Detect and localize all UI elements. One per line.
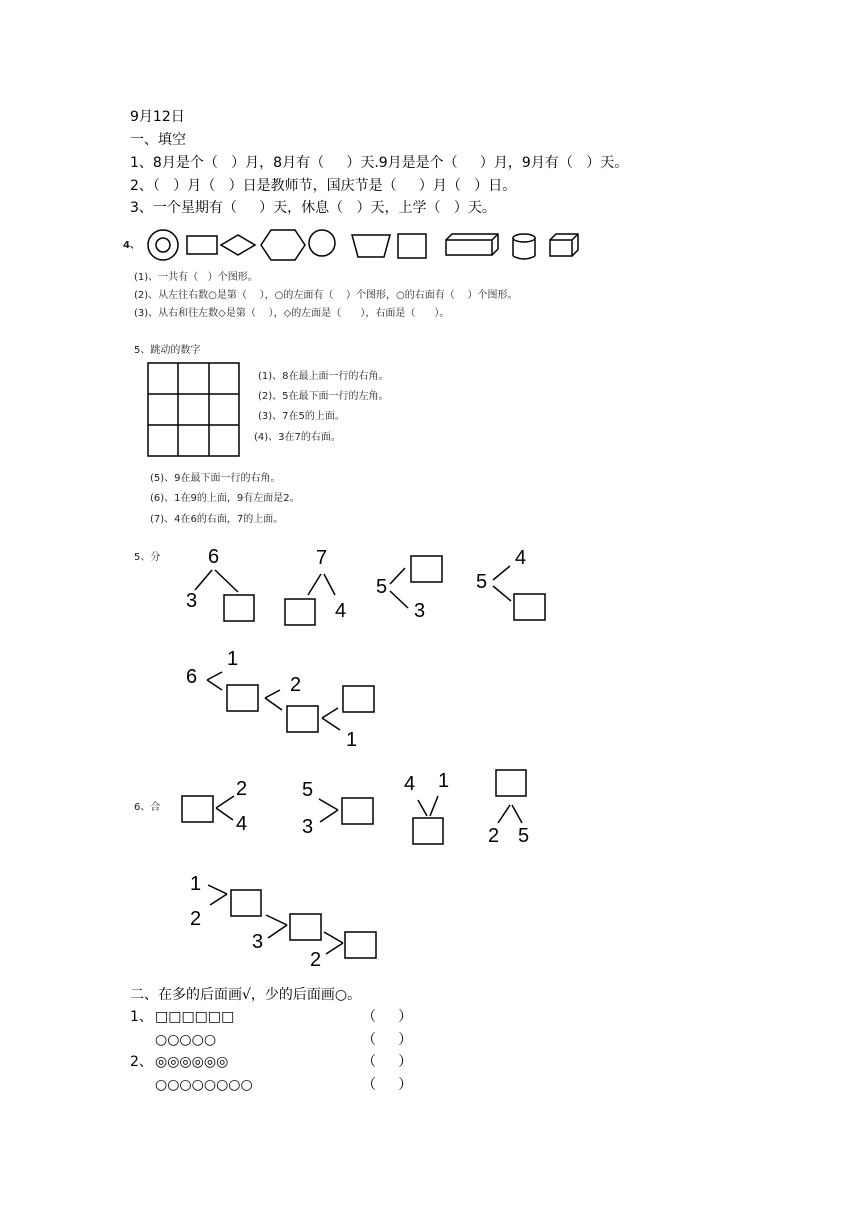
join-number: 2 xyxy=(236,778,248,800)
split-number: 6 xyxy=(208,546,220,568)
trapezoid-shape xyxy=(352,235,390,257)
section1-heading: 一、填空 xyxy=(130,132,186,148)
answer-box xyxy=(343,686,374,712)
answer-box xyxy=(411,556,442,582)
grid-clue: (6)、1在9的上面，9有左面是2。 xyxy=(150,493,300,504)
cuboid-shape xyxy=(446,234,498,255)
square-shape xyxy=(398,234,426,258)
answer-box xyxy=(224,595,254,621)
join-number: 4 xyxy=(236,813,248,835)
question-4-sub2: (2)、从左往右数○是第（ ），○的左面有（ ）个图形，○的右面有（ ）个图形。 xyxy=(134,290,518,301)
answer-box xyxy=(342,798,373,824)
grid-clue: (4)、3在7的右面。 xyxy=(254,432,341,443)
compare-row-symbols: ◎◎◎◎◎◎ xyxy=(155,1054,229,1070)
join-number: 2 xyxy=(488,825,500,847)
answer-box xyxy=(345,932,376,958)
split-number: 4 xyxy=(335,600,347,622)
answer-box xyxy=(514,594,545,620)
number-grid xyxy=(148,363,239,456)
split-number: 7 xyxy=(316,547,328,569)
question-4-sub3: (3)、从右和往左数◇是第（ ），◇的左面是（ ），右面是（ ）。 xyxy=(134,308,450,319)
question-2: 2、（ ）月（ ）日是教师节，国庆节是（ ）月（ ）日。 xyxy=(130,178,517,194)
answer-box xyxy=(287,706,318,732)
join-number: 3 xyxy=(302,816,314,838)
join-number: 2 xyxy=(310,949,322,971)
join-number: 5 xyxy=(302,779,314,801)
grid-clue: (1)、8在最上面一行的右角。 xyxy=(258,371,389,382)
join-number: 4 xyxy=(404,773,416,795)
compare-row-label: 1、 xyxy=(130,1009,153,1025)
question-4-sub1: (1)、一共有（ ）个图形。 xyxy=(134,272,258,283)
answer-box xyxy=(496,770,526,796)
split-number: 3 xyxy=(186,590,198,612)
split-number: 2 xyxy=(290,674,302,696)
join-number: 1 xyxy=(438,770,450,792)
grid-clue: (7)、4在6的右面，7的上面。 xyxy=(150,514,284,525)
split-number: 5 xyxy=(376,576,388,598)
join-number: 3 xyxy=(252,931,264,953)
join-section-label: 6、合 xyxy=(134,802,161,813)
question-5-grid-label: 5、跳动的数字 xyxy=(134,345,201,356)
question-1: 1、8月是个（ ）月，8月有（ ）天.9月是是个（ ）月，9月有（ ）天。 xyxy=(130,155,629,171)
circle-shape xyxy=(309,230,335,256)
answer-box xyxy=(182,796,213,822)
answer-box xyxy=(231,890,261,916)
date: 9月12日 xyxy=(130,109,185,125)
split-number: 1 xyxy=(227,648,239,670)
rectangle-shape xyxy=(187,236,217,254)
compare-row-symbols: □□□□□□ xyxy=(155,1009,235,1025)
answer-paren[interactable]: （ ） xyxy=(362,1009,413,1025)
section2-heading: 二、在多的后面画√，少的后面画○。 xyxy=(130,987,362,1003)
compare-row-label: 2、 xyxy=(130,1054,153,1070)
answer-paren[interactable]: （ ） xyxy=(362,1032,413,1048)
cylinder-shape xyxy=(513,234,535,259)
split-section-label: 5、分 xyxy=(134,552,161,563)
answer-box xyxy=(290,914,321,940)
grid-clue: (5)、9在最下面一行的右角。 xyxy=(150,473,281,484)
grid-clue: (3)、7在5的上面。 xyxy=(258,411,345,422)
cube-shape xyxy=(550,234,578,256)
question-3: 3、一个星期有（ ）天，休息（ ）天，上学（ ）天。 xyxy=(130,200,496,216)
question-4-label: 4、 xyxy=(123,240,140,251)
grid-clue: (2)、5在最下面一行的左角。 xyxy=(258,391,389,402)
split-number: 3 xyxy=(414,600,426,622)
diamond-shape xyxy=(221,235,255,255)
answer-box xyxy=(227,685,258,711)
hexagon-shape xyxy=(261,230,305,260)
answer-box xyxy=(285,599,315,625)
answer-paren[interactable]: （ ） xyxy=(362,1077,413,1093)
join-number: 1 xyxy=(190,873,202,895)
split-number: 5 xyxy=(476,571,488,593)
double-circle-shape xyxy=(148,230,178,260)
answer-paren[interactable]: （ ） xyxy=(362,1054,413,1070)
split-number: 6 xyxy=(186,666,198,688)
join-number: 2 xyxy=(190,908,202,930)
compare-row-symbols: ○○○○○○○○ xyxy=(155,1077,253,1093)
split-number: 1 xyxy=(346,729,358,751)
compare-row-symbols: ○○○○○ xyxy=(155,1032,217,1048)
split-number: 4 xyxy=(515,547,527,569)
join-number: 5 xyxy=(518,825,530,847)
answer-box xyxy=(413,818,443,844)
